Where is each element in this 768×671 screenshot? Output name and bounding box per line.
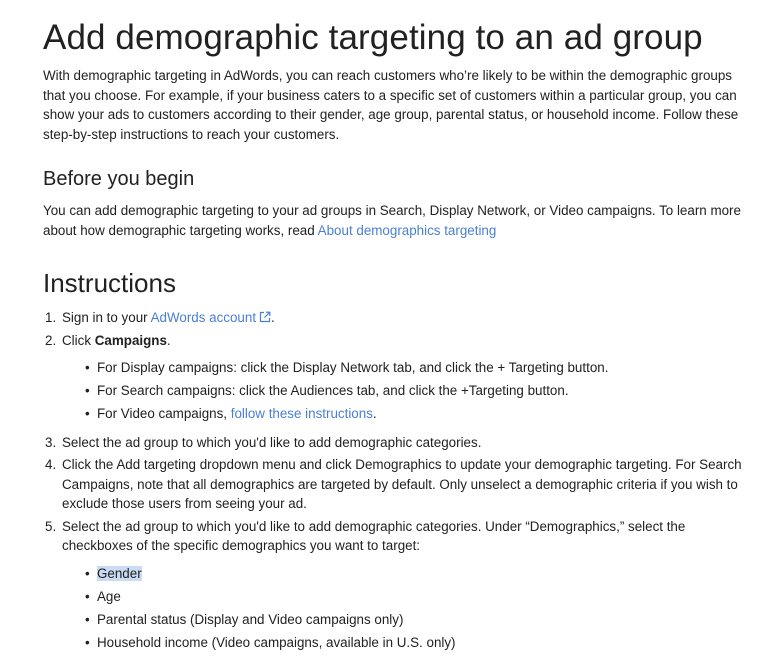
adwords-account-link[interactable] <box>151 310 271 325</box>
bullet: • <box>85 406 90 421</box>
instructions-heading: Instructions <box>43 268 176 298</box>
step-2 <box>43 331 743 424</box>
intro-paragraph: With demographic targeting in AdWords, you can reach customers who’re likely to be within the demographic groups that you choose. For example, if your business caters to a specific set of customers within a particular group, you can show your ads to customers according to their gender, age group, parental status, or household income. Follow these step-by-step instructions to reach your customers. <box>43 68 739 142</box>
bullet-text-selected: Gender <box>97 565 142 581</box>
bullet: • <box>85 634 90 650</box>
bullet: • <box>85 588 90 604</box>
bullet: • <box>85 383 90 398</box>
instructions-list <box>43 308 743 661</box>
step-4-text: Click the Add targeting dropdown menu and click Demographics to update your demographic targeting. For Search Campaigns, note that all demographics are targeted by default. Only unselect a demographic criteria if you wish to exclude those users from seeing your ad. <box>62 457 742 511</box>
bullet-text: For Display campaigns: click the Display Network tab, and click the + Targeting button. <box>97 360 609 375</box>
step-number: 2. <box>45 332 57 348</box>
step-3 <box>43 433 743 453</box>
campaigns-label: Campaigns <box>94 332 167 348</box>
bullet-text: Age <box>97 588 121 604</box>
step-5-text: Select the ad group to which you'd like to add demographic categories. Under “Demographics,” select the checkboxes of the specific demographics you want to target: <box>62 518 686 553</box>
list-item <box>62 587 743 607</box>
step-1 <box>43 308 743 328</box>
bullet: • <box>85 611 90 627</box>
step-number: 5. <box>45 518 57 534</box>
external-link-icon <box>259 311 271 323</box>
adwords-account-link-label: AdWords account <box>150 310 257 325</box>
step-3-text: Select the ad group to which you'd like to add demographic categories. <box>62 434 482 450</box>
list-item <box>62 381 743 401</box>
step-number: 4. <box>45 457 57 472</box>
bullet: • <box>85 360 90 375</box>
follow-these-instructions-link[interactable]: follow these instructions <box>230 406 373 421</box>
bullet-text: Household income (Video campaigns, available in U.S. only) <box>97 634 456 650</box>
page-title: Add demographic targeting to an ad group <box>43 18 703 57</box>
step-1-text: Sign in to your <box>62 310 151 325</box>
step-1-period: . <box>271 310 275 325</box>
bullet-text: For Video campaigns, <box>97 406 231 421</box>
bullet-text: For Search campaigns: click the Audiences tab, and click the +Targeting button. <box>97 383 569 398</box>
step-number: 3. <box>45 434 57 450</box>
list-item <box>62 633 743 653</box>
list-item <box>62 610 743 630</box>
step-5 <box>43 517 743 653</box>
before-text: You can add demographic targeting to your ad groups in Search, Display Network, or Video campaigns. To learn more about how demographic targeting works, read <box>43 203 741 238</box>
list-item <box>62 404 743 424</box>
step-4 <box>43 455 743 514</box>
bullet: • <box>85 565 90 581</box>
list-item <box>62 358 743 378</box>
step-2-text: Click <box>62 332 95 348</box>
step-2-sublist <box>62 358 743 424</box>
step-number: 1. <box>45 310 57 325</box>
about-demographics-link[interactable]: About demographics targeting <box>317 222 497 238</box>
list-item <box>62 564 743 584</box>
before-you-begin-paragraph <box>43 201 743 240</box>
bullet-text: Parental status (Display and Video campaigns only) <box>97 611 404 627</box>
before-you-begin-heading: Before you begin <box>43 168 195 190</box>
bullet-period: . <box>372 406 377 421</box>
step-2-period: . <box>166 332 171 348</box>
step-5-sublist <box>62 564 743 653</box>
